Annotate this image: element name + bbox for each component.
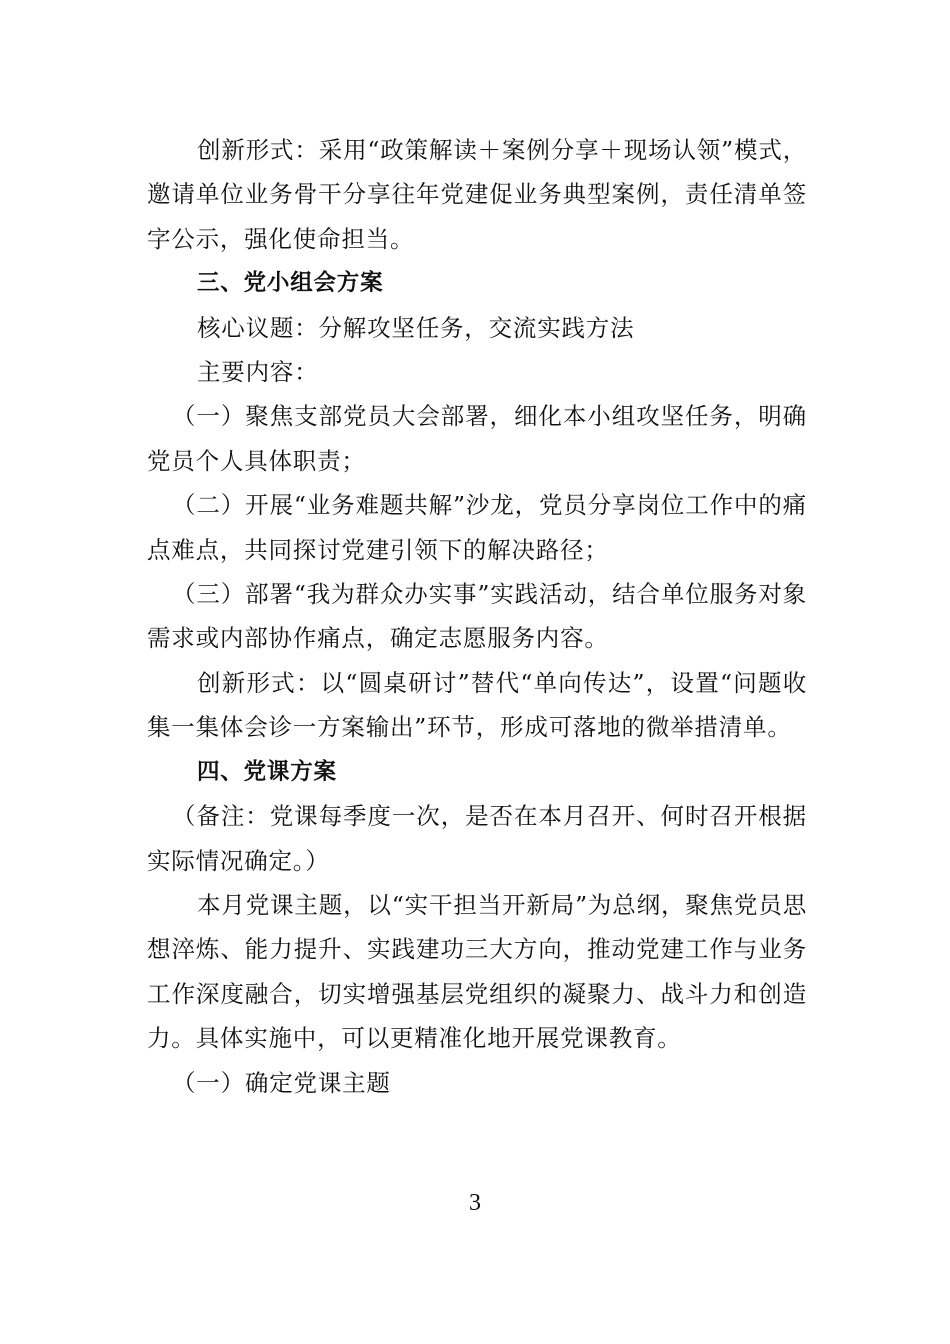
- subheading-determine-theme: （一）确定党课主题: [172, 1068, 391, 1097]
- section-heading-party-lesson: 四、党课方案: [197, 758, 337, 785]
- document-body: [147, 128, 807, 1105]
- page-number: 3: [469, 1190, 481, 1216]
- paragraph-main-content-label: 主要内容：: [197, 358, 319, 387]
- section-heading-party-group-meeting: 三、党小组会方案: [197, 270, 384, 297]
- paragraph-lesson-theme: 本月党课主题，以“实干担当开新局”为总纲，聚焦党员思想淬炼、能力提升、实践建功三大方向，推动党建工作与业务工作深度融合，切实增强基层党组织的凝聚力、战斗力和创造力。具体实施中，可以更精准化地开展党课教育。: [147, 890, 807, 1053]
- paragraph-innovation-form-1: 创新形式：采用“政策解读＋案例分享＋现场认领”模式，邀请单位业务骨干分享往年党建促业务典型案例，责任清单签字公示，强化使命担当。: [147, 136, 807, 253]
- paragraph-innovation-form-2: 创新形式：以“圆桌研讨”替代“单向传达”，设置“问题收集一集体会诊一方案输出”环节，形成可落地的微举措清单。: [147, 668, 807, 742]
- list-item-1: （一）聚焦支部党员大会部署，细化本小组攻坚任务，明确党员个人具体职责；: [147, 402, 807, 475]
- list-item-2: （二）开展“业务难题共解”沙龙，党员分享岗位工作中的痛点难点，共同探讨党建引领下的解决路径；: [147, 491, 807, 564]
- list-item-3: （三）部署“我为群众办实事”实践活动，结合单位服务对象需求或内部协作痛点，确定志愿服务内容。: [147, 580, 807, 653]
- paragraph-core-topic: 核心议题：分解攻坚任务，交流实践方法: [197, 313, 635, 342]
- paragraph-note: （备注：党课每季度一次，是否在本月召开、何时召开根据实际情况确定。）: [147, 802, 807, 875]
